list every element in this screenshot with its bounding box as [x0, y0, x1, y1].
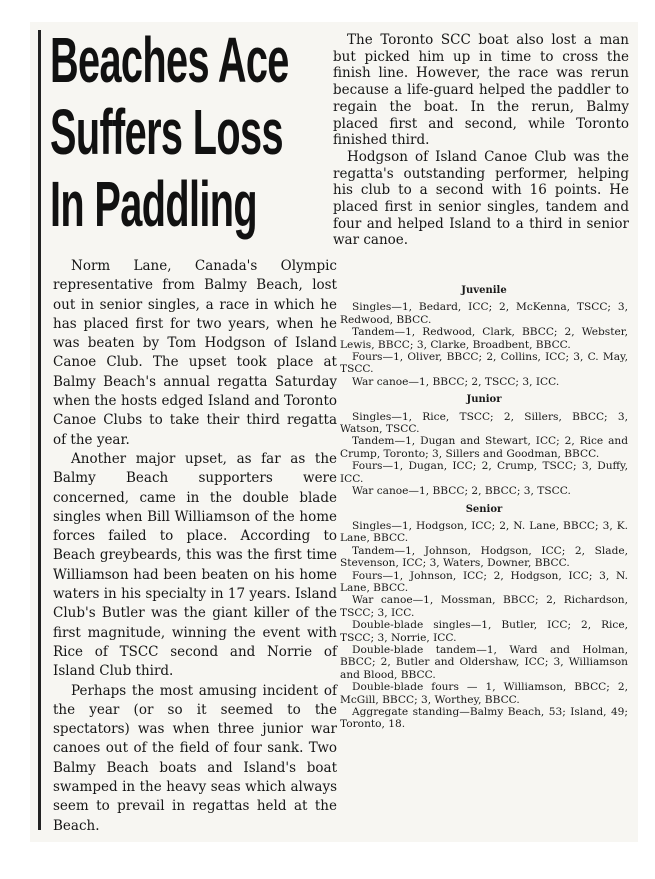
junior-result: War canoe—1, BBCC; 2, BBCC; 3, TSCC. [352, 485, 571, 498]
headline-line-2: Suffers Loss [50, 96, 283, 168]
junior-heading: Junior [466, 394, 502, 406]
juvenile-result: Singles—1, Bedard, ICC; 2, McKenna, TSCC; 3, Redwood, BBCC. [340, 301, 628, 326]
juvenile-result: War canoe—1, BBCC; 2, TSCC; 3, ICC. [352, 375, 560, 388]
senior-result: Singles—1, Hodgson, ICC; 2, N. Lane, BBCC; 3, K. Lane, BBCC. [340, 519, 628, 545]
article-paragraph-2: Another major upset, as far as the Balmy Beach supporters were concerned, came in the double blade singles when Bill Williamson of the home forces failed to place. According to Beach greybeards, this was the first time Williamson had been beaten on his home waters in his specialty in 17 years. Island Club's Butler was the giant killer of the first magnitude, winning the event with Rice of TSCC second and Norrie of Island Club third. [53, 450, 337, 680]
junior-result: Singles—1, Rice, TSCC; 2, Sillers, BBCC; 3, Watson, TSCC. [340, 410, 628, 436]
juvenile-result: Fours—1, Oliver, BBCC; 2, Collins, ICC; 3, C. May, TSCC. [340, 351, 628, 376]
juvenile-result: Tandem—1, Redwood, Clark, BBCC; 2, Webster, Lewis, BBCC; 3, Clarke, Broadbent, BBCC. [340, 326, 628, 351]
junior-result: Fours—1, Dugan, ICC; 2, Crump, TSCC; 3, Duffy, ICC. [340, 460, 628, 485]
senior-result: Double-blade tandem—1, Ward and Holman, BBCC; 2, Butler and Oldershaw, ICC; 3, Williamson and Blood, BBCC. [340, 643, 628, 681]
aggregate-standing: Aggregate standing—Balmy Beach, 53; Island, 49; Toronto, 18. [340, 706, 628, 731]
senior-result: Tandem—1, Johnson, Hodgson, ICC; 2, Slade, Stevenson, ICC; 3, Waters, Downer, BBCC. [340, 544, 628, 570]
article-left-column [53, 257, 337, 836]
headline [50, 24, 289, 240]
article-right-column [333, 32, 629, 249]
senior-result: War canoe—1, Mossman, BBCC; 2, Richardson, TSCC; 3, ICC. [340, 594, 628, 619]
senior-result: Double-blade singles—1, Butler, ICC; 2, Rice, TSCC; 3, Norrie, ICC. [340, 619, 628, 644]
juvenile-heading: Juvenile [461, 285, 507, 296]
column-rule [38, 30, 41, 830]
headline-line-1: Beaches Ace [50, 24, 289, 96]
senior-result: Double-blade fours — 1, Williamson, BBCC; 2, McGill, BBCC; 3, Worthey, BBCC. [340, 681, 628, 706]
article-paragraph-1: Norm Lane, Canada's Olympic representative from Balmy Beach, lost out in senior singles, a race in which he has placed first for two years, when he was beaten by Tom Hodgson of Island Canoe Club. The upset took place at Balmy Beach's annual regatta Saturday when the hosts edged Island and Toronto Canoe Clubs to take their third regatta of the year. [53, 258, 337, 448]
senior-heading: Senior [465, 503, 503, 515]
article-paragraph-3: Perhaps the most amusing incident of the year (or so it seemed to the spectators) was when three junior war canoes out of the field of four sank. Two Balmy Beach boats and Island's boat swamped in the heavy seas which always seem to prevail in regattas held at the Beach. [53, 682, 337, 834]
junior-result: Tandem—1, Dugan and Stewart, ICC; 2, Rice and Crump, Toronto; 3, Sillers and Goodman, BBCC. [340, 435, 628, 460]
article-paragraph-5: Hodgson of Island Canoe Club was the regatta's outstanding performer, helping his club to a second with 16 points. He placed first in senior singles, tandem and four and helped Island to a third in senior war canoe. [333, 148, 629, 249]
headline-line-3: In Paddling [50, 168, 258, 240]
senior-result: Fours—1, Johnson, ICC; 2, Hodgson, ICC; 3, N. Lane, BBCC. [340, 569, 628, 594]
results-listing [340, 283, 628, 731]
article-paragraph-4: The Toronto SCC boat also lost a man but picked him up in time to cross the finish line. However, the race was rerun because a life-guard helped the paddler to regain the boat. In the rerun, Balmy placed first and second, while Toronto finished third. [333, 32, 629, 149]
